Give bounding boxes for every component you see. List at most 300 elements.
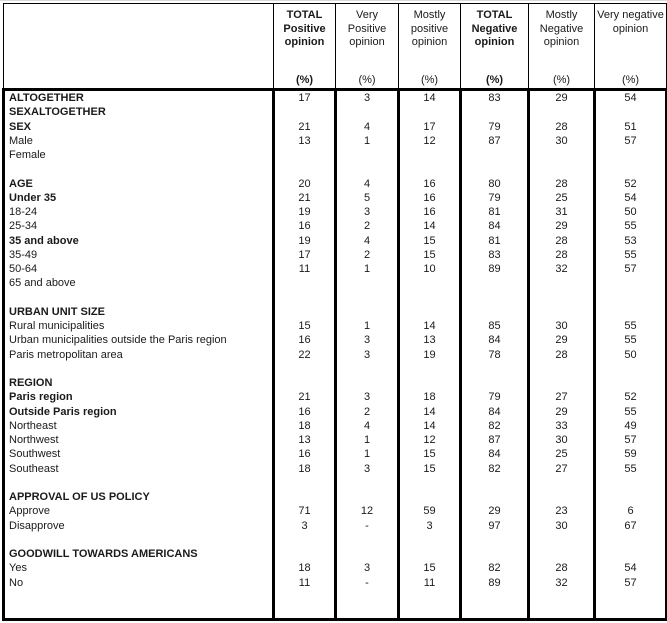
cell-value: 1	[336, 447, 399, 461]
cell-value: 49	[595, 419, 667, 433]
cell-value	[399, 148, 461, 162]
cell-value	[529, 533, 595, 547]
table-row	[4, 362, 667, 376]
table-row	[4, 547, 667, 561]
row-label: Northeast	[4, 419, 274, 433]
table-row	[4, 405, 667, 419]
row-label	[4, 476, 274, 490]
cell-value: 84	[461, 447, 529, 461]
cell-value: 16	[399, 191, 461, 205]
table-row	[4, 234, 667, 248]
cell-value: 83	[461, 90, 529, 106]
cell-value	[461, 362, 529, 376]
cell-value: 4	[336, 419, 399, 433]
cell-value	[461, 276, 529, 290]
table-row	[4, 305, 667, 319]
cell-value: 18	[274, 561, 336, 575]
cell-value: 14	[399, 319, 461, 333]
cell-value: 14	[399, 419, 461, 433]
table-row	[4, 390, 667, 404]
cell-value	[336, 305, 399, 319]
cell-value	[461, 604, 529, 620]
cell-value: 10	[399, 262, 461, 276]
cell-value: 4	[336, 177, 399, 191]
cell-value	[274, 476, 336, 490]
percent-label: (%)	[358, 74, 376, 86]
cell-value	[595, 590, 667, 604]
cell-value: 2	[336, 219, 399, 233]
cell-value: 5	[336, 191, 399, 205]
row-label: AGE	[4, 177, 274, 191]
cell-value	[336, 276, 399, 290]
cell-value: 30	[529, 433, 595, 447]
row-label: ALTOGETHER	[4, 90, 274, 106]
row-label: Female	[4, 148, 274, 162]
cell-value: 31	[529, 205, 595, 219]
cell-value	[461, 291, 529, 305]
cell-value: 84	[461, 333, 529, 347]
cell-value: 15	[399, 234, 461, 248]
header-row	[4, 4, 667, 90]
cell-value: 55	[595, 462, 667, 476]
row-label: SEXALTOGETHER	[4, 105, 274, 119]
cell-value	[399, 476, 461, 490]
table-row	[4, 533, 667, 547]
cell-value: 6	[595, 504, 667, 518]
cell-value	[336, 590, 399, 604]
cell-value	[274, 604, 336, 620]
cell-value: 30	[529, 319, 595, 333]
table-row	[4, 376, 667, 390]
cell-value	[336, 490, 399, 504]
cell-value	[274, 533, 336, 547]
cell-value: 16	[399, 177, 461, 191]
cell-value	[595, 604, 667, 620]
cell-value: 13	[399, 333, 461, 347]
row-label	[4, 590, 274, 604]
cell-value: 18	[274, 419, 336, 433]
cell-value: 67	[595, 519, 667, 533]
cell-value: 84	[461, 219, 529, 233]
cell-value: 28	[529, 120, 595, 134]
column-header-very-negative	[595, 4, 667, 90]
cell-value	[461, 162, 529, 176]
column-header-mostly-negative	[529, 4, 595, 90]
table-row	[4, 419, 667, 433]
cell-value: 53	[595, 234, 667, 248]
table-row	[4, 162, 667, 176]
cell-value: 1	[336, 134, 399, 148]
column-title: Very negative opinion	[597, 9, 664, 35]
cell-value: 82	[461, 419, 529, 433]
cell-value: 54	[595, 90, 667, 106]
table-row	[4, 319, 667, 333]
row-label: Under 35	[4, 191, 274, 205]
cell-value	[595, 305, 667, 319]
cell-value: 80	[461, 177, 529, 191]
cell-value	[336, 533, 399, 547]
cell-value	[399, 604, 461, 620]
cell-value: 55	[595, 248, 667, 262]
row-label: GOODWILL TOWARDS AMERICANS	[4, 547, 274, 561]
cell-value: 12	[399, 134, 461, 148]
cell-value	[529, 105, 595, 119]
cell-value	[595, 476, 667, 490]
table-row	[4, 519, 667, 533]
cell-value: 21	[274, 390, 336, 404]
cell-value	[274, 276, 336, 290]
table-row	[4, 148, 667, 162]
cell-value: 97	[461, 519, 529, 533]
cell-value	[336, 291, 399, 305]
cell-value	[529, 291, 595, 305]
cell-value	[274, 291, 336, 305]
cell-value: 14	[399, 90, 461, 106]
cell-value: 32	[529, 262, 595, 276]
cell-value: 55	[595, 333, 667, 347]
cell-value: 3	[336, 390, 399, 404]
cell-value	[461, 148, 529, 162]
cell-value	[274, 305, 336, 319]
table-row	[4, 276, 667, 290]
column-title: Mostly Negative opinion	[539, 9, 584, 48]
cell-value	[336, 148, 399, 162]
cell-value	[274, 376, 336, 390]
row-label	[4, 362, 274, 376]
cell-value: 57	[595, 262, 667, 276]
table-row	[4, 105, 667, 119]
table-row	[4, 447, 667, 461]
cell-value	[461, 533, 529, 547]
cell-value: 23	[529, 504, 595, 518]
cell-value: 2	[336, 248, 399, 262]
cell-value	[399, 362, 461, 376]
table-row	[4, 248, 667, 262]
cell-value	[399, 533, 461, 547]
table-row	[4, 291, 667, 305]
row-label: 18-24	[4, 205, 274, 219]
table-row	[4, 462, 667, 476]
cell-value: 71	[274, 504, 336, 518]
row-label: Male	[4, 134, 274, 148]
cell-value	[274, 590, 336, 604]
cell-value	[461, 590, 529, 604]
table-row	[4, 590, 667, 604]
cell-value	[336, 476, 399, 490]
cell-value: 3	[336, 462, 399, 476]
cell-value	[336, 376, 399, 390]
cell-value	[595, 276, 667, 290]
cell-value: 3	[336, 90, 399, 106]
table-row	[4, 476, 667, 490]
cell-value	[336, 162, 399, 176]
cell-value: 15	[399, 462, 461, 476]
cell-value	[399, 305, 461, 319]
cell-value	[595, 547, 667, 561]
cell-value: 1	[336, 262, 399, 276]
percent-label: (%)	[552, 74, 571, 86]
cell-value: 82	[461, 462, 529, 476]
cell-value: 16	[274, 333, 336, 347]
cell-value	[461, 305, 529, 319]
cell-value	[529, 162, 595, 176]
cell-value: -	[336, 576, 399, 590]
cell-value: 25	[529, 447, 595, 461]
cell-value: 14	[399, 405, 461, 419]
cell-value: 79	[461, 390, 529, 404]
cell-value: 30	[529, 519, 595, 533]
row-label: URBAN UNIT SIZE	[4, 305, 274, 319]
cell-value: 50	[595, 348, 667, 362]
row-label: Yes	[4, 561, 274, 575]
row-label	[4, 291, 274, 305]
cell-value	[529, 547, 595, 561]
table-row	[4, 219, 667, 233]
cell-value	[274, 162, 336, 176]
cell-value: 83	[461, 248, 529, 262]
column-title: TOTAL Positive opinion	[283, 9, 326, 48]
cell-value: 84	[461, 405, 529, 419]
cell-value: 3	[336, 333, 399, 347]
row-label: 35 and above	[4, 234, 274, 248]
cell-value: 27	[529, 390, 595, 404]
cell-value: 19	[274, 205, 336, 219]
cell-value	[595, 148, 667, 162]
table-row	[4, 604, 667, 620]
column-header-total-positive	[274, 4, 336, 90]
cell-value: 89	[461, 576, 529, 590]
cell-value	[595, 291, 667, 305]
cell-value	[336, 604, 399, 620]
table-row	[4, 90, 667, 106]
cell-value: 82	[461, 561, 529, 575]
cell-value	[595, 376, 667, 390]
cell-value: 21	[274, 191, 336, 205]
cell-value	[595, 490, 667, 504]
cell-value: 89	[461, 262, 529, 276]
cell-value: 25	[529, 191, 595, 205]
cell-value: 19	[274, 234, 336, 248]
cell-value: 17	[274, 248, 336, 262]
cell-value: 3	[274, 519, 336, 533]
cell-value	[399, 291, 461, 305]
cell-value	[529, 476, 595, 490]
cell-value	[529, 305, 595, 319]
cell-value: 79	[461, 120, 529, 134]
table-row	[4, 120, 667, 134]
cell-value: 79	[461, 191, 529, 205]
cell-value: 17	[274, 90, 336, 106]
cell-value: 4	[336, 120, 399, 134]
row-label: Approve	[4, 504, 274, 518]
label-column-header	[4, 4, 274, 90]
cell-value	[336, 547, 399, 561]
cell-value: 12	[399, 433, 461, 447]
cell-value: 51	[595, 120, 667, 134]
column-header-total-negative	[461, 4, 529, 90]
row-label: Outside Paris region	[4, 405, 274, 419]
cell-value: 32	[529, 576, 595, 590]
row-label: Rural municipalities	[4, 319, 274, 333]
cell-value: 18	[399, 390, 461, 404]
cell-value: 11	[274, 262, 336, 276]
cell-value: 15	[399, 561, 461, 575]
cell-value: 55	[595, 405, 667, 419]
cell-value	[461, 547, 529, 561]
cell-value: 4	[336, 234, 399, 248]
cell-value	[399, 490, 461, 504]
row-label: APPROVAL OF US POLICY	[4, 490, 274, 504]
row-label: Paris region	[4, 390, 274, 404]
cell-value	[461, 376, 529, 390]
cell-value	[399, 376, 461, 390]
cell-value	[274, 148, 336, 162]
cell-value: 54	[595, 191, 667, 205]
cell-value: 29	[529, 405, 595, 419]
table-row	[4, 504, 667, 518]
row-label: Northwest	[4, 433, 274, 447]
table-row	[4, 561, 667, 575]
cell-value: 28	[529, 248, 595, 262]
cell-value: 17	[399, 120, 461, 134]
cell-value: 87	[461, 134, 529, 148]
cell-value: 30	[529, 134, 595, 148]
cell-value	[529, 148, 595, 162]
cell-value	[399, 590, 461, 604]
table-row	[4, 205, 667, 219]
cell-value: 29	[461, 504, 529, 518]
cell-value: 85	[461, 319, 529, 333]
cell-value: 57	[595, 576, 667, 590]
table-header	[4, 4, 667, 90]
cell-value: 15	[399, 447, 461, 461]
cell-value	[399, 162, 461, 176]
percent-label: (%)	[485, 74, 504, 86]
cell-value	[529, 362, 595, 376]
cell-value: 18	[274, 462, 336, 476]
cell-value: 78	[461, 348, 529, 362]
percent-label: (%)	[621, 74, 640, 86]
percent-label: (%)	[420, 74, 439, 86]
cell-value: 16	[274, 405, 336, 419]
cell-value	[461, 490, 529, 504]
cell-value	[336, 362, 399, 376]
table-row	[4, 262, 667, 276]
cell-value: 11	[399, 576, 461, 590]
row-label: Southeast	[4, 462, 274, 476]
cell-value: 3	[336, 205, 399, 219]
cell-value: 15	[399, 248, 461, 262]
table-row	[4, 333, 667, 347]
table-row	[4, 490, 667, 504]
cell-value: 87	[461, 433, 529, 447]
cell-value	[529, 604, 595, 620]
cell-value: 54	[595, 561, 667, 575]
cell-value: 2	[336, 405, 399, 419]
cell-value	[529, 590, 595, 604]
column-title: Very Positive opinion	[347, 9, 387, 48]
cell-value: 12	[336, 504, 399, 518]
cell-value	[274, 105, 336, 119]
cell-value: 28	[529, 561, 595, 575]
cell-value	[461, 105, 529, 119]
cell-value: 14	[399, 219, 461, 233]
row-label: 35-49	[4, 248, 274, 262]
cell-value: 1	[336, 319, 399, 333]
cell-value: 50	[595, 205, 667, 219]
cell-value: 3	[399, 519, 461, 533]
cell-value: 57	[595, 134, 667, 148]
row-label	[4, 533, 274, 547]
column-title: Mostly positive opinion	[410, 9, 449, 48]
table-body	[4, 90, 667, 620]
cell-value: 59	[399, 504, 461, 518]
cell-value	[461, 476, 529, 490]
cell-value: 29	[529, 219, 595, 233]
cell-value	[399, 105, 461, 119]
row-label: SEX	[4, 120, 274, 134]
cell-value	[336, 105, 399, 119]
cell-value: 11	[274, 576, 336, 590]
table-row	[4, 576, 667, 590]
cell-value: 81	[461, 234, 529, 248]
column-header-mostly-positive	[399, 4, 461, 90]
cell-value: 3	[336, 561, 399, 575]
table-row	[4, 177, 667, 191]
cell-value: 52	[595, 390, 667, 404]
row-label: 25-34	[4, 219, 274, 233]
cell-value	[595, 362, 667, 376]
row-label: REGION	[4, 376, 274, 390]
cell-value: 57	[595, 433, 667, 447]
cell-value: -	[336, 519, 399, 533]
cell-value: 27	[529, 462, 595, 476]
row-label	[4, 162, 274, 176]
row-label: Paris metropolitan area	[4, 348, 274, 362]
row-label: 65 and above	[4, 276, 274, 290]
cell-value: 29	[529, 333, 595, 347]
table-row	[4, 191, 667, 205]
row-label: No	[4, 576, 274, 590]
cell-value: 13	[274, 134, 336, 148]
cell-value: 1	[336, 433, 399, 447]
cell-value: 28	[529, 348, 595, 362]
cell-value: 81	[461, 205, 529, 219]
cell-value	[529, 376, 595, 390]
cell-value: 19	[399, 348, 461, 362]
cell-value: 28	[529, 234, 595, 248]
row-label: Disapprove	[4, 519, 274, 533]
table-row	[4, 134, 667, 148]
cell-value	[529, 276, 595, 290]
cell-value: 55	[595, 319, 667, 333]
cell-value	[595, 533, 667, 547]
percent-label: (%)	[295, 74, 314, 86]
row-label: Southwest	[4, 447, 274, 461]
cell-value: 22	[274, 348, 336, 362]
cell-value: 21	[274, 120, 336, 134]
row-label: 50-64	[4, 262, 274, 276]
cell-value: 20	[274, 177, 336, 191]
cell-value	[595, 162, 667, 176]
cell-value	[399, 276, 461, 290]
table-row	[4, 433, 667, 447]
cell-value: 55	[595, 219, 667, 233]
cell-value: 33	[529, 419, 595, 433]
table-row	[4, 348, 667, 362]
cell-value: 16	[274, 447, 336, 461]
column-title: TOTAL Negative opinion	[471, 9, 518, 48]
